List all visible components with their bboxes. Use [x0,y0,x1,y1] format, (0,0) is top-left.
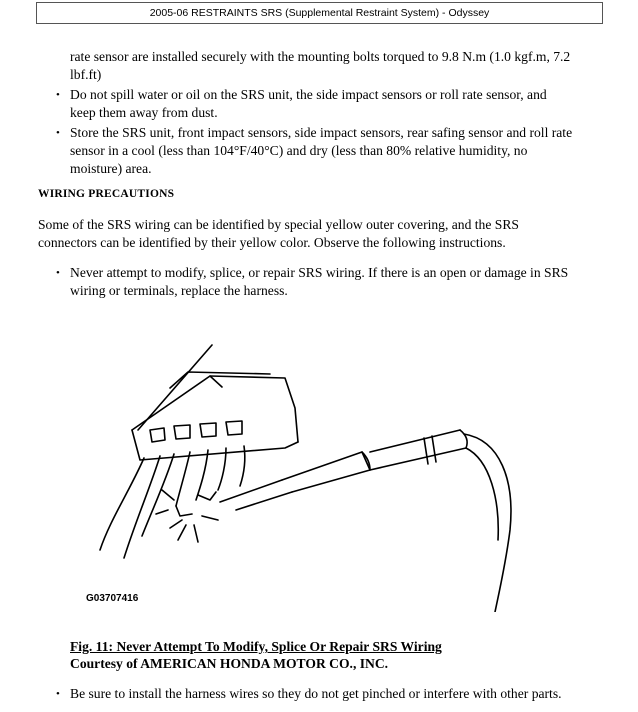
bullet1-line2: keep them away from dust. [70,105,218,120]
bullet-dot: • [56,267,60,279]
bullet-dot: • [56,127,60,139]
bullet-dot: • [56,688,60,700]
bullet2-line1: Store the SRS unit, front impact sensors, side impact sensors, rear safing sensor and roll rate [70,125,573,140]
bullet4-line1: Be sure to install the harness wires so they do not get pinched or interfere with other parts. [70,686,562,701]
bullet-dot: • [56,89,60,101]
header-title: 2005-06 RESTRAINTS SRS (Supplemental Restraint System) - Odyssey [149,7,490,19]
probe-cable [464,434,511,612]
figure-caption: Fig. 11: Never Attempt To Modify, Splice Or Repair SRS Wiring [70,639,442,654]
bullet2-line3: moisture) area. [70,161,152,176]
page-header [36,2,603,24]
para2-line1: Some of the SRS wiring can be identified by special yellow outer covering, and the SRS [38,217,519,232]
wiring-illustration [70,330,610,612]
bullet3-line2: wiring or terminals, replace the harness. [70,283,288,298]
bullet2-line2: sensor in a cool (less than 104°F/40°C) and dry (less than 80% relative humidity, no [70,143,528,158]
para2-line2: connectors can be identified by their yellow color. Observe the following instructions. [38,235,506,250]
connector-body [210,376,298,442]
bullet1-line1: Do not spill water or oil on the SRS unit, the side impact sensors or roll rate sensor, and [70,87,547,102]
para1-line1: rate sensor are installed securely with the mounting bolts torqued to 9.8 N.m (1.0 kgf.m, 7.2 [70,49,571,64]
bullet3-line1: Never attempt to modify, splice, or repair SRS wiring. If there is an open or damage in SRS [70,265,569,280]
harness-wire [100,458,144,550]
figure-code: G03707416 [86,593,139,604]
figure-courtesy: Courtesy of AMERICAN HONDA MOTOR CO., INC. [70,656,389,671]
section-heading: WIRING PRECAUTIONS [38,188,175,200]
para1-line2: lbf.ft) [70,67,102,82]
